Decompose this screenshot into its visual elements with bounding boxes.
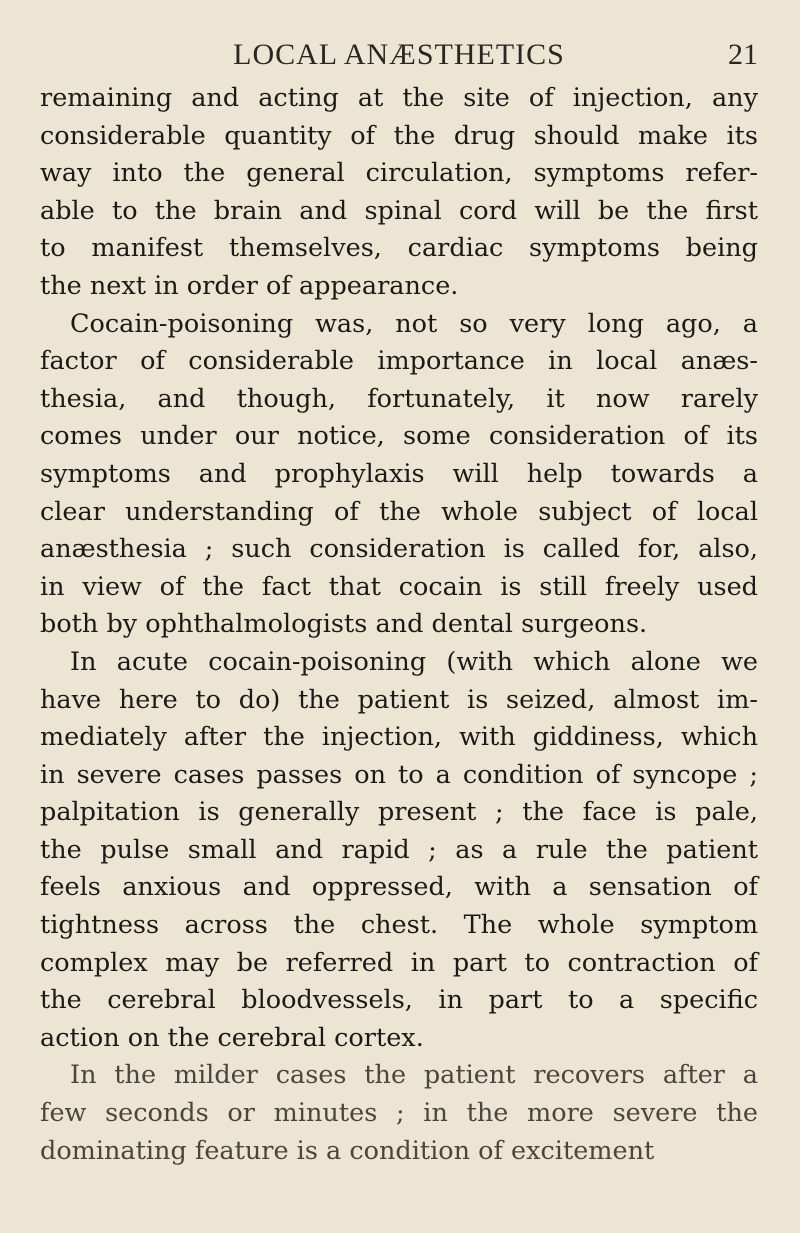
text-line: tightness across the chest. The whole symptom	[40, 910, 758, 941]
text-line: mediately after the injection, with giddiness, which	[40, 722, 758, 753]
text-line: few seconds or minutes ; in the more severe the	[40, 1098, 758, 1129]
text-line: symptoms and prophylaxis will help towards a	[40, 458, 758, 489]
text-line: thesia, and though, fortunately, it now rarely	[40, 383, 758, 414]
text-line: In acute cocain-poisoning (with which alone we	[70, 646, 758, 677]
page-number: 21	[728, 38, 758, 71]
running-title: LOCAL ANÆSTHETICS	[233, 38, 565, 71]
text-line: clear understanding of the whole subject of local	[40, 496, 758, 527]
text-line: to manifest themselves, cardiac symptoms being	[40, 233, 758, 264]
text-line: the next in order of appearance.	[40, 270, 459, 301]
text-line: feels anxious and oppressed, with a sensation of	[40, 872, 758, 903]
text-line: the pulse small and rapid ; as a rule the patient	[40, 834, 758, 865]
text-line: remaining and acting at the site of injection, any	[40, 83, 758, 113]
text-line: palpitation is generally present ; the face is pale,	[40, 797, 758, 828]
text-line: way into the general circulation, symptoms refer-	[40, 158, 758, 189]
text-line: in view of the fact that cocain is still freely used	[40, 571, 758, 602]
text-line: factor of considerable importance in local anæs-	[40, 346, 758, 377]
text-line: able to the brain and spinal cord will be the first	[40, 195, 758, 226]
text-line: have here to do) the patient is seized, almost im-	[40, 684, 758, 715]
text-line: the cerebral bloodvessels, in part to a specific	[40, 985, 758, 1016]
running-head	[40, 38, 758, 78]
text-line: in severe cases passes on to a condition of syncope ;	[40, 759, 758, 790]
text-line: considerable quantity of the drug should make its	[40, 120, 758, 151]
body-text	[40, 80, 758, 1170]
text-line: dominating feature is a condition of excitement	[40, 1135, 655, 1166]
text-line: action on the cerebral cortex.	[40, 1022, 424, 1053]
text-line: Cocain-poisoning was, not so very long ago, a	[70, 308, 758, 339]
text-line: In the milder cases the patient recovers after a	[70, 1060, 758, 1091]
text-line: complex may be referred in part to contraction of	[40, 947, 758, 978]
text-line: anæsthesia ; such consideration is called for, also,	[40, 534, 758, 565]
text-line: comes under our notice, some consideration of its	[40, 421, 758, 452]
text-line: both by ophthalmologists and dental surgeons.	[40, 609, 648, 640]
